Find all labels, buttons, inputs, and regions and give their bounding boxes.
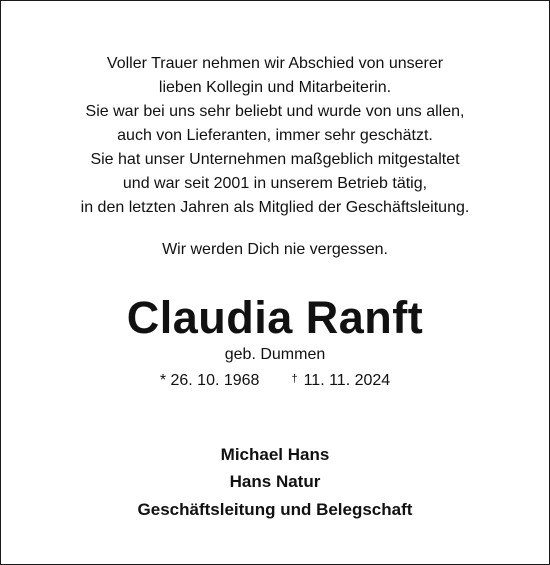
signature-line: Hans Natur bbox=[229, 472, 321, 491]
intro-line: Voller Trauer nehmen wir Abschied von unserer bbox=[106, 55, 444, 72]
tribute-line: auch von Lieferanten, immer sehr geschätzt. bbox=[117, 127, 433, 144]
birth-name: geb. Dummen bbox=[224, 346, 326, 363]
career-line: in den letzten Jahren als Mitglied der Geschäftsleitung. bbox=[80, 199, 470, 216]
tribute-paragraph bbox=[0, 100, 550, 148]
signature-line: Michael Hans bbox=[220, 445, 330, 464]
life-dates bbox=[0, 369, 550, 391]
intro-paragraph bbox=[0, 52, 550, 100]
tribute-line: Sie war bei uns sehr beliebt und wurde von uns allen, bbox=[85, 103, 465, 120]
birth-date: * 26. 10. 1968 bbox=[159, 372, 260, 389]
cross-icon: † bbox=[291, 373, 298, 385]
intro-line: lieben Kollegin und Mitarbeiterin. bbox=[158, 79, 392, 96]
deceased-name: Claudia Ranft bbox=[126, 292, 424, 343]
career-paragraph bbox=[0, 148, 550, 220]
death-date: 11. 11. 2024 bbox=[303, 372, 391, 389]
career-line: Sie hat unser Unternehmen maßgeblich mitgestaltet bbox=[90, 151, 460, 168]
career-line: und war seit 2001 in unserem Betrieb tätig, bbox=[122, 175, 428, 192]
farewell-text: Wir werden Dich nie vergessen. bbox=[162, 241, 388, 258]
signature-line: Geschäftsleitung und Belegschaft bbox=[137, 500, 413, 519]
